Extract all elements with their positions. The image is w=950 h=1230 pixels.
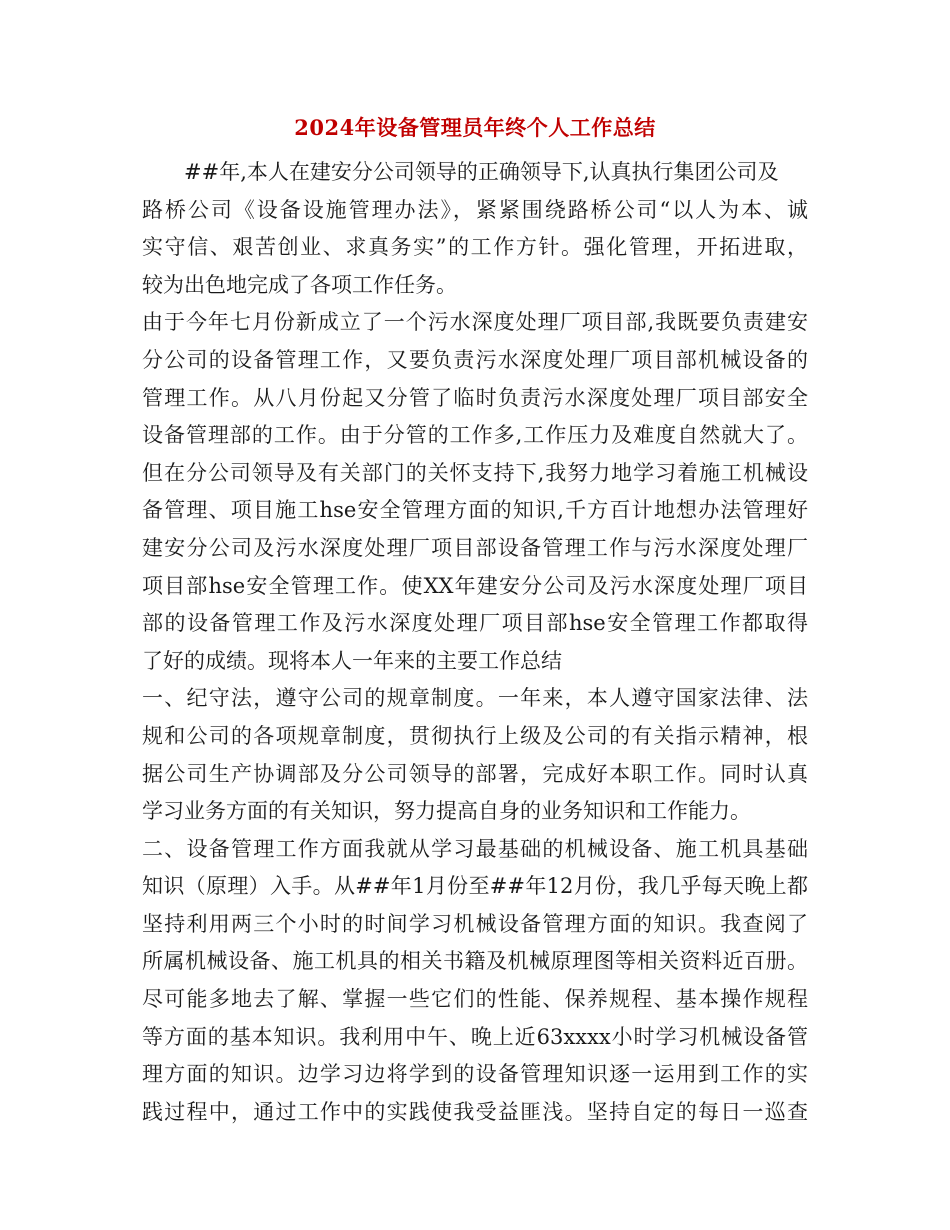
paragraph-line: 由于今年七月份新成立了一个污水深度处理厂项目部,我既要负责建安 bbox=[142, 310, 808, 335]
paragraph-line: 等方面的基本知识。我利用中午、晚上近63xxxx小时学习机械设备管 bbox=[142, 1024, 808, 1049]
paragraph-line: 项目部hse安全管理工作。使XX年建安分公司及污水深度处理厂项目 bbox=[142, 573, 808, 598]
document-body bbox=[142, 154, 808, 1131]
paragraph-line: 建安分公司及污水深度处理厂项目部设备管理工作与污水深度处理厂 bbox=[142, 535, 808, 560]
paragraph-line: 尽可能多地去了解、掌握一些它们的性能、保养规程、基本操作规程 bbox=[142, 987, 808, 1012]
document-title: 2024年设备管理员年终个人工作总结 bbox=[294, 115, 656, 140]
paragraph-line: 备管理、项目施工hse安全管理方面的知识,千方百计地想办法管理好 bbox=[142, 498, 808, 523]
paragraph-line: 较为出色地完成了各项工作任务。 bbox=[142, 272, 457, 297]
paragraph-line: 二、设备管理工作方面我就从学习最基础的机械设备、施工机具基础 bbox=[142, 836, 808, 861]
paragraph-line: 据公司生产协调部及分公司领导的部署，完成好本职工作。同时认真 bbox=[142, 761, 808, 786]
paragraph-line: 实守信、艰苦创业、求真务实”的工作方针。强化管理，开拓进取， bbox=[142, 235, 808, 260]
paragraph-line: 规和公司的各项规章制度，贯彻执行上级及公司的有关指示精神，根 bbox=[142, 723, 808, 748]
paragraph-line: 知识（原理）入手。从##年1月份至##年12月份，我几乎每天晚上都 bbox=[142, 874, 808, 899]
paragraph-line: 践过程中，通过工作中的实践使我受益匪浅。坚持自定的每日一巡查 bbox=[142, 1099, 808, 1124]
paragraph-line: 部的设备管理工作及污水深度处理厂项目部hse安全管理工作都取得 bbox=[142, 611, 808, 636]
paragraph-line: 设备管理部的工作。由于分管的工作多,工作压力及难度自然就大了。 bbox=[142, 423, 808, 448]
paragraph-line: 管理工作。从八月份起又分管了临时负责污水深度处理厂项目部安全 bbox=[142, 385, 808, 410]
paragraph-line: 分公司的设备管理工作，又要负责污水深度处理厂项目部机械设备的 bbox=[142, 347, 808, 372]
paragraph-line: 所属机械设备、施工机具的相关书籍及机械原理图等相关资料近百册。 bbox=[142, 949, 808, 974]
paragraph-line: 一、纪守法，遵守公司的规章制度。一年来，本人遵守国家法律、法 bbox=[142, 686, 808, 711]
paragraph-line: ##年,本人在建安分公司领导的正确领导下,认真执行集团公司及 bbox=[184, 160, 779, 184]
paragraph-line: 坚持利用两三个小时的时间学习机械设备管理方面的知识。我查阅了 bbox=[142, 911, 808, 936]
paragraph-line: 了好的成绩。现将本人一年来的主要工作总结 bbox=[142, 648, 562, 673]
paragraph-line: 理方面的知识。边学习边将学到的设备管理知识逐一运用到工作的实 bbox=[142, 1062, 808, 1087]
paragraph-line: 学习业务方面的有关知识，努力提高自身的业务知识和工作能力。 bbox=[142, 799, 751, 824]
paragraph-line: 路桥公司《设备设施管理办法》，紧紧围绕路桥公司“以人为本、诚 bbox=[142, 197, 808, 222]
paragraph-line: 但在分公司领导及有关部门的关怀支持下,我努力地学习着施工机械设 bbox=[142, 460, 808, 485]
